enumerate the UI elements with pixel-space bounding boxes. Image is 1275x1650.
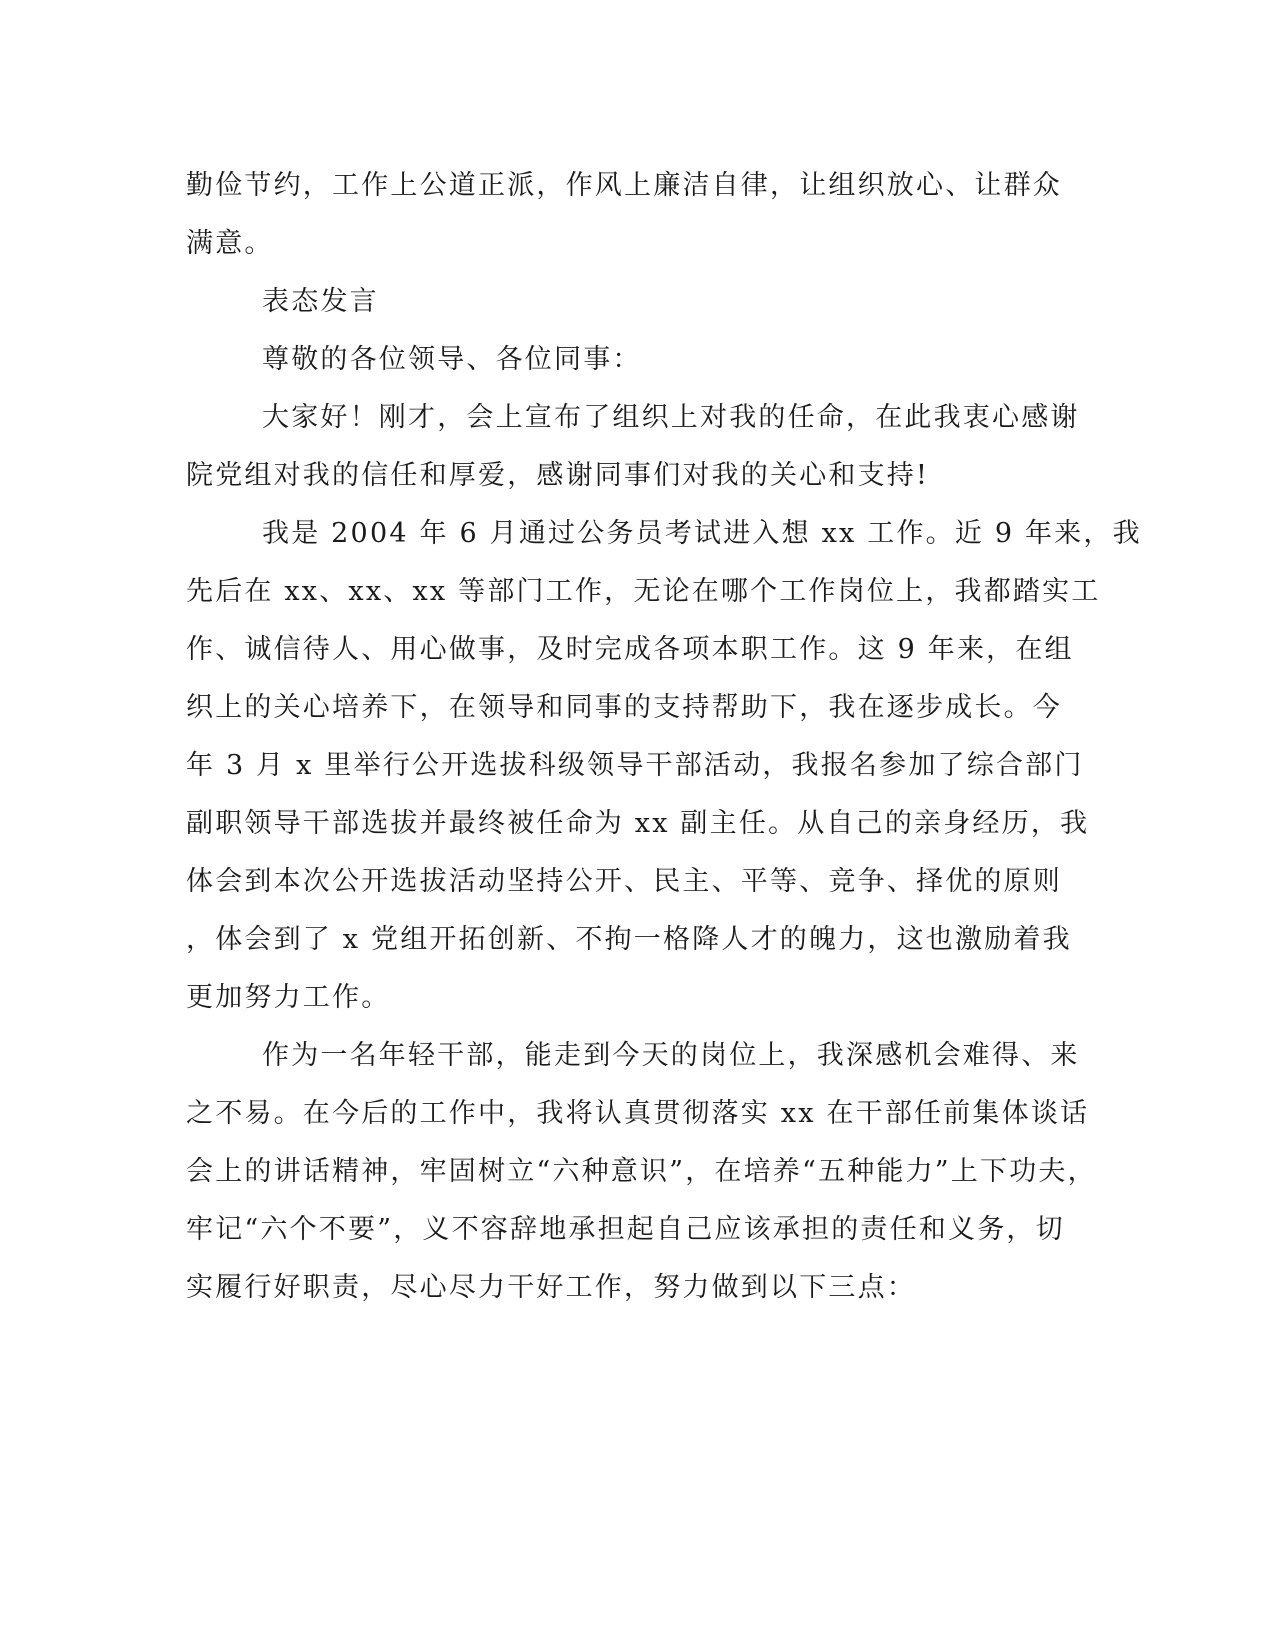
document-body bbox=[186, 166, 1142, 1366]
paragraph-line: 织上的关心培养下，在领导和同事的支持帮助下，我在逐步成长。今 bbox=[186, 692, 1062, 723]
paragraph-line: 作、诚信待人、用心做事，及时完成各项本职工作。这 9 年来，在组 bbox=[186, 634, 1074, 665]
paragraph-line: 先后在 xx、xx、xx 等部门工作，无论在哪个工作岗位上，我都踏实工 bbox=[186, 576, 1101, 607]
paragraph-line: 牢记“六个不要”，义不容辞地承担起自己应该承担的责任和义务，切 bbox=[186, 1214, 1065, 1245]
paragraph-line: 院党组对我的信任和厚爱，感谢同事们对我的关心和支持! bbox=[186, 460, 930, 491]
paragraph-line: 副职领导干部选拔并最终被任命为 xx 副主任。从自己的亲身经历，我 bbox=[186, 808, 1090, 839]
salutation: 尊敬的各位领导、各位同事： bbox=[262, 344, 642, 375]
paragraph-line: 会上的讲话精神，牢固树立“六种意识”，在培养“五种能力”上下功夫， bbox=[186, 1156, 1097, 1187]
paragraph-line: 实履行好职责，尽心尽力干好工作，努力做到以下三点： bbox=[186, 1272, 916, 1303]
paragraph-line: 之不易。在今后的工作中，我将认真贯彻落实 xx 在干部任前集体谈话 bbox=[186, 1098, 1090, 1129]
paragraph-line: 勤俭节约，工作上公道正派，作风上廉洁自律，让组织放心、让群众 bbox=[186, 170, 1062, 201]
paragraph-line: 我是 2004 年 6 月通过公务员考试进入想 xx 工作。近 9 年来，我 bbox=[262, 518, 1142, 549]
paragraph-line: ，体会到了 x 党组开拓创新、不拘一格降人才的魄力，这也激励着我 bbox=[186, 924, 1072, 955]
paragraph-line: 作为一名年轻干部，能走到今天的岗位上，我深感机会难得、来 bbox=[262, 1040, 1080, 1071]
paragraph-line: 体会到本次公开选拔活动坚持公开、民主、平等、竞争、择优的原则 bbox=[186, 866, 1062, 897]
paragraph-line: 更加努力工作。 bbox=[186, 982, 391, 1013]
section-heading: 表态发言 bbox=[262, 286, 379, 317]
paragraph-line: 满意。 bbox=[186, 228, 274, 259]
paragraph-line: 年 3 月 x 里举行公开选拔科级领导干部活动，我报名参加了综合部门 bbox=[186, 750, 1084, 781]
paragraph-line: 大家好！刚才，会上宣布了组织上对我的任命，在此我衷心感谢 bbox=[262, 402, 1080, 433]
